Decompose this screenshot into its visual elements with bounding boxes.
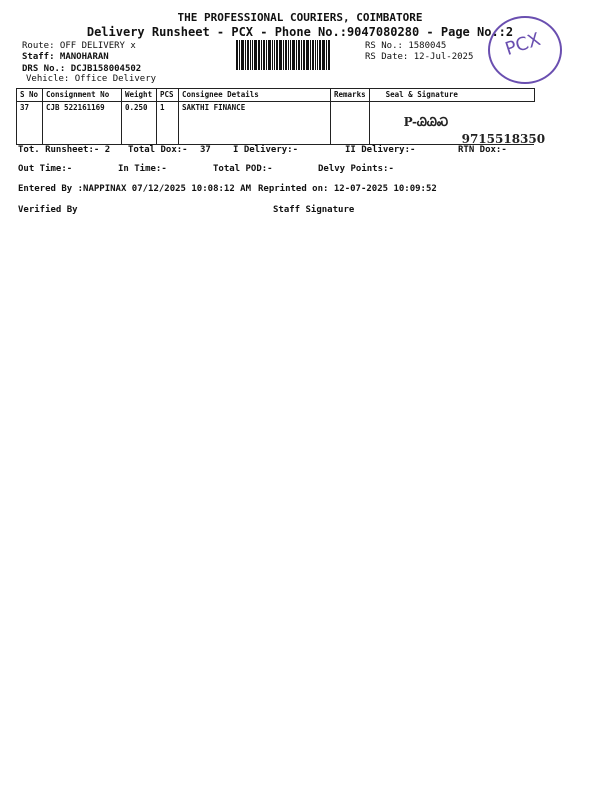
total-dox-label: Total Dox:-	[128, 145, 188, 155]
tot-runsheet: Tot. Runsheet:- 2	[18, 145, 111, 155]
col-seal-header: Seal & Signature	[369, 89, 534, 102]
row-sno: 37	[17, 102, 43, 145]
barcode	[236, 40, 354, 70]
rs-date: RS Date: 12-Jul-2025	[365, 52, 474, 62]
handwritten-signature: P-ᏊᏊᏍ	[403, 115, 449, 129]
reprinted-on: Reprinted on: 12-07-2025 10:09:52	[258, 184, 437, 194]
i-delivery: I Delivery:-	[233, 145, 299, 155]
staff-signature: Staff Signature	[273, 205, 355, 215]
delvy-points: Delvy Points:-	[318, 164, 394, 174]
row-signature	[369, 102, 546, 146]
route-text: Route: OFF DELIVERY x	[22, 41, 136, 51]
pcx-stamp-text: PCX	[502, 28, 544, 61]
table-header-row	[17, 89, 535, 102]
col-sno-header: S No	[17, 89, 43, 102]
col-consignment-header: Consignment No	[43, 89, 122, 102]
runsheet-subtitle: Delivery Runsheet - PCX - Phone No.:9047080280 - Page No.:2	[86, 25, 514, 39]
rtn-dox: RTN Dox:-	[458, 145, 507, 155]
row-consignment: CJB 522161169	[43, 102, 122, 145]
col-weight-header: Weight	[122, 89, 157, 102]
row-pcs: 1	[157, 102, 179, 145]
entered-by: Entered By :NAPPINAX 07/12/2025 10:08:12 AM	[18, 184, 251, 194]
staff-text: Staff: MANOHARAN	[22, 52, 109, 62]
handwritten-phone: 9715518350	[461, 132, 546, 146]
ii-delivery: II Delivery:-	[345, 145, 416, 155]
table-row	[17, 102, 535, 145]
col-remarks-header: Remarks	[331, 89, 370, 102]
row-consignee: SAKTHI FINANCE	[179, 102, 331, 145]
total-dox-value: 37	[200, 145, 211, 155]
company-title: THE PROFESSIONAL COURIERS, COIMBATORE	[177, 11, 423, 24]
runsheet-table	[16, 88, 546, 146]
total-pod: Total POD:-	[213, 164, 273, 174]
col-consignee-header: Consignee Details	[179, 89, 331, 102]
verified-by: Verified By	[18, 205, 78, 215]
drs-number: DRS No.: DCJB158004502	[22, 64, 142, 74]
vehicle-text: Vehicle: Office Delivery	[26, 74, 157, 84]
row-remarks	[331, 102, 370, 145]
col-pcs-header: PCS	[157, 89, 179, 102]
out-time: Out Time:-	[18, 164, 73, 174]
in-time: In Time:-	[118, 164, 167, 174]
row-weight: 0.250	[122, 102, 157, 145]
rs-number: RS No.: 1580045	[365, 41, 447, 51]
